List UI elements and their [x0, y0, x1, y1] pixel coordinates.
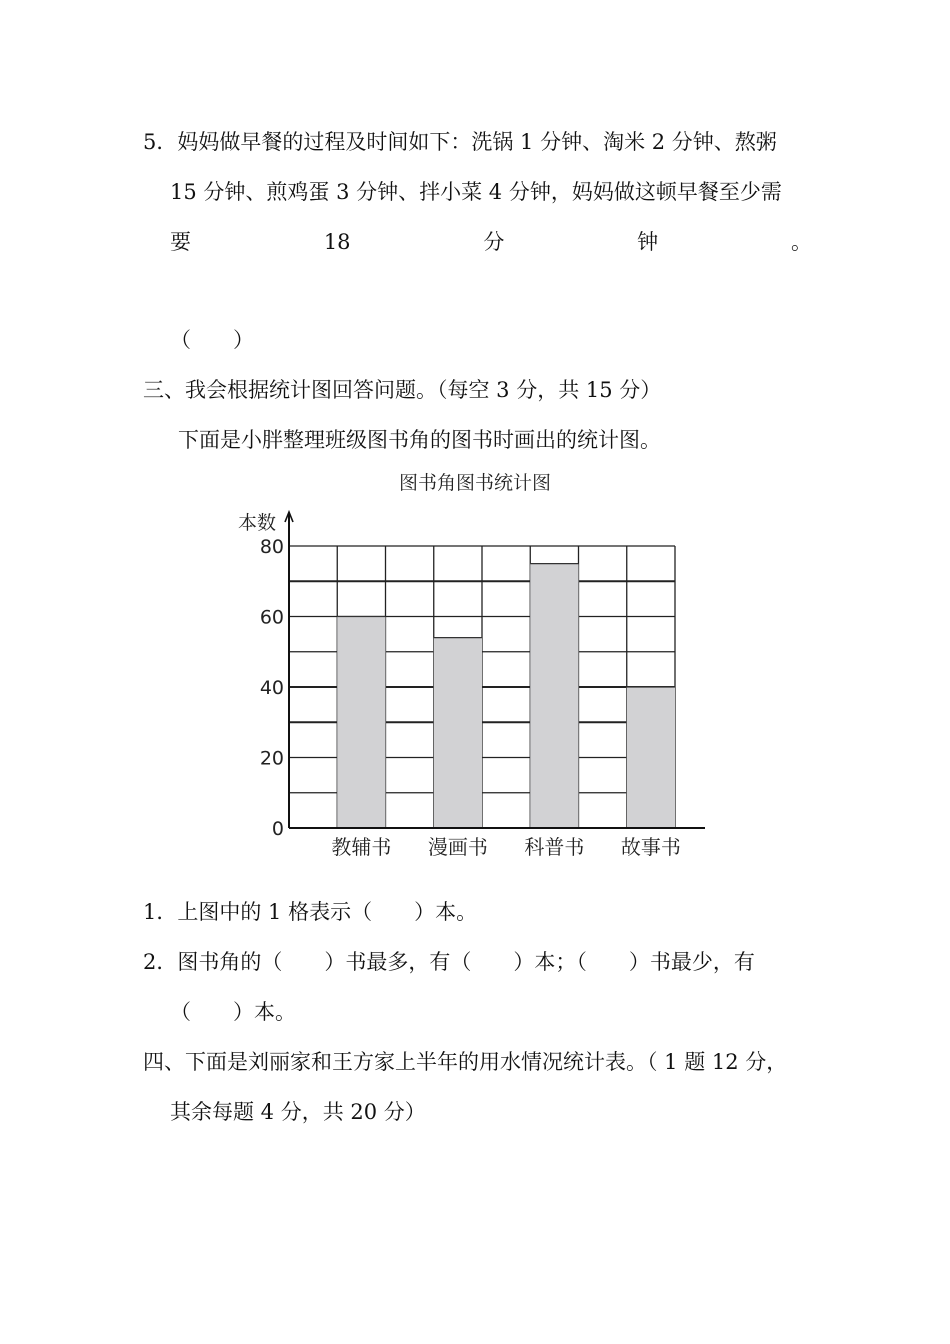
bar-教辅书	[337, 617, 385, 829]
y-tick-label: 0	[271, 818, 284, 840]
question-1: 1．上图中的 1 格表示（ ）本。	[143, 900, 478, 924]
bar-科普书	[530, 564, 578, 828]
bar-故事书	[627, 687, 675, 828]
y-tick-label: 20	[259, 747, 284, 770]
q5-answer: 18	[323, 230, 351, 254]
section4-heading-line2: 其余每题 4 分，共 20 分）	[170, 1100, 426, 1124]
q5-line1: 5．妈妈做早餐的过程及时间如下：洗锅 1 分钟、淘米 2 分钟、熬粥	[143, 130, 777, 154]
section3-heading: 三、我会根据统计图回答问题。（每空 3 分，共 15 分）	[143, 378, 662, 402]
category-label: 故事书	[620, 835, 681, 859]
section3-intro: 下面是小胖整理班级图书角的图书时画出的统计图。	[178, 428, 661, 452]
chart-title: 图书角图书统计图	[398, 472, 551, 494]
category-label: 科普书	[524, 835, 585, 859]
chart-bars	[337, 564, 675, 828]
category-label: 教辅书	[331, 835, 392, 859]
q5-line3	[170, 228, 812, 256]
y-axis-title: 本数	[238, 512, 277, 534]
y-tick-label: 80	[259, 536, 284, 558]
y-tick-label: 60	[259, 606, 284, 629]
y-tick-label: 40	[259, 677, 284, 699]
q5-line3-word: 钟	[637, 230, 659, 254]
q5-line3-word: 。	[790, 230, 812, 254]
question-2-line2: （ ）本。	[170, 1000, 296, 1024]
section4-heading-line1: 四、下面是刘丽家和王方家上半年的用水情况统计表。（ 1 题 12 分，	[143, 1050, 788, 1074]
q5-line3-word: 要	[170, 230, 191, 254]
q5-line3-word: 分	[483, 230, 505, 254]
bar-漫画书	[434, 638, 482, 828]
question-2-line1: 2．图书角的（ ）书最多，有（ ）本；（ ）书最少，有	[143, 950, 755, 974]
bar-chart	[0, 500, 950, 900]
q5-answer-paren: （ ）	[170, 328, 254, 352]
category-label: 漫画书	[427, 835, 488, 859]
q5-line2: 15 分钟、煎鸡蛋 3 分钟、拌小菜 4 分钟，妈妈做这顿早餐至少需	[170, 180, 782, 204]
